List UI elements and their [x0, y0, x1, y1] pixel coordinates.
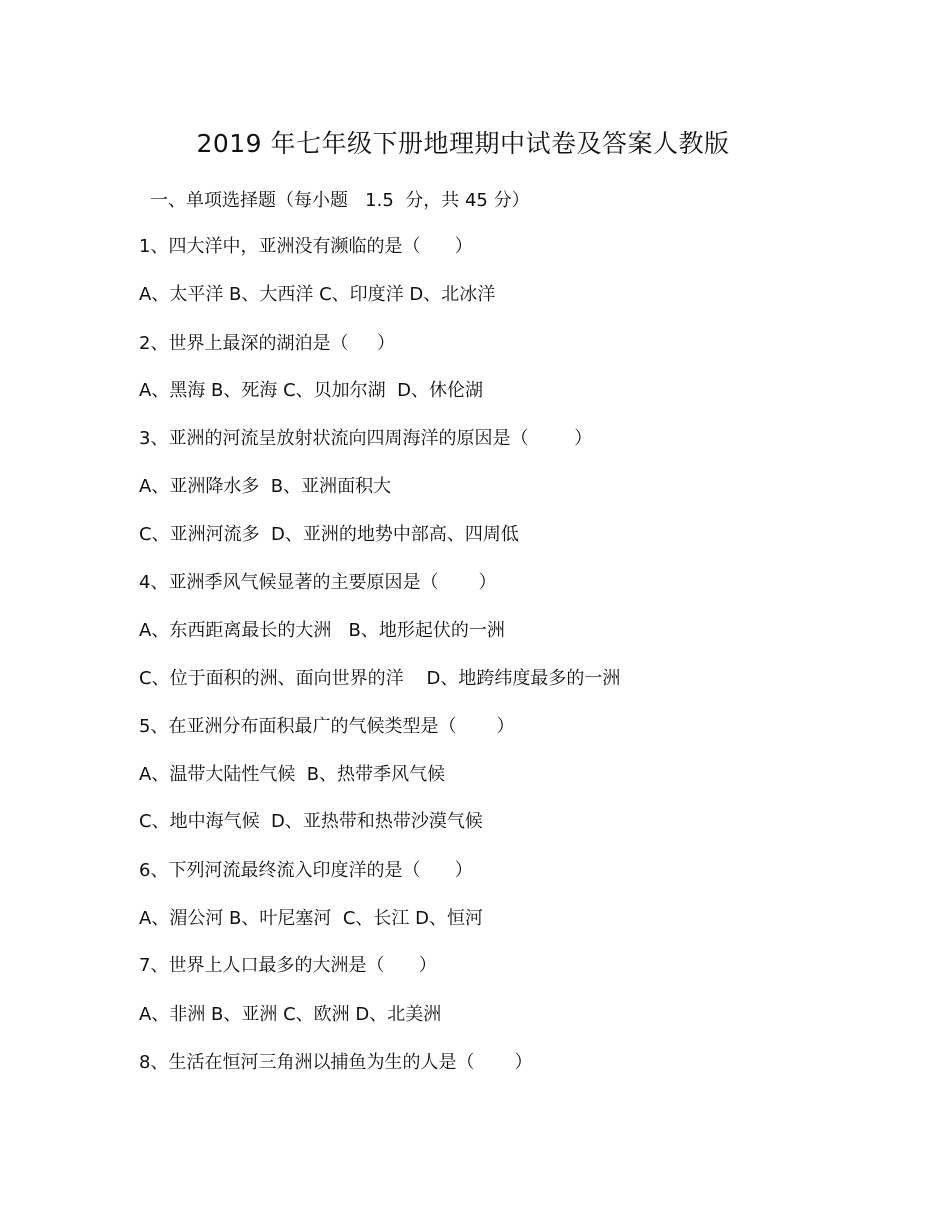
question-7-options: A、非洲 B、亚洲 C、欧洲 D、北美洲: [139, 1004, 442, 1025]
question-1: 1、四大洋中，亚洲没有濒临的是（ ）: [139, 236, 473, 257]
question-7: 7、世界上人口最多的大洲是（ ）: [139, 955, 437, 976]
question-4: 4、亚洲季风气候显著的主要原因是（ ）: [139, 572, 497, 593]
question-5: 5、在亚洲分布面积最广的气候类型是（ ）: [139, 716, 515, 737]
question-3-options-ab: A、亚洲降水多 B、亚洲面积大: [139, 476, 392, 497]
question-6: 6、下列河流最终流入印度洋的是（ ）: [139, 860, 473, 881]
question-8: 8、生活在恒河三角洲以捕鱼为生的人是（ ）: [139, 1052, 533, 1073]
question-3: 3、亚洲的河流呈放射状流向四周海洋的原因是（ ）: [139, 428, 593, 449]
question-6-options: A、湄公河 B、叶尼塞河 C、长江 D、恒河: [139, 908, 483, 929]
question-3-options-cd: C、亚洲河流多 D、亚洲的地势中部高、四周低: [139, 524, 519, 545]
question-2: 2、世界上最深的湖泊是（ ）: [139, 333, 396, 354]
question-2-options: A、黑海 B、死海 C、贝加尔湖 D、休伦湖: [139, 380, 483, 401]
question-4-options-ab: A、东西距离最长的大洲 B、地形起伏的一洲: [139, 620, 505, 641]
question-1-options: A、太平洋 B、大西洋 C、印度洋 D、北冰洋: [139, 284, 496, 305]
question-4-options-cd: C、位于面积的洲、面向世界的洋 D、地跨纬度最多的一洲: [139, 668, 621, 689]
question-5-options-cd: C、地中海气候 D、亚热带和热带沙漠气候: [139, 811, 483, 832]
question-5-options-ab: A、温带大陆性气候 B、热带季风气候: [139, 764, 446, 785]
section-heading: 一、单项选择题（每小题 1.5 分，共 45 分）: [150, 190, 530, 211]
document-title: 2019 年七年级下册地理期中试卷及答案人教版: [196, 129, 730, 158]
